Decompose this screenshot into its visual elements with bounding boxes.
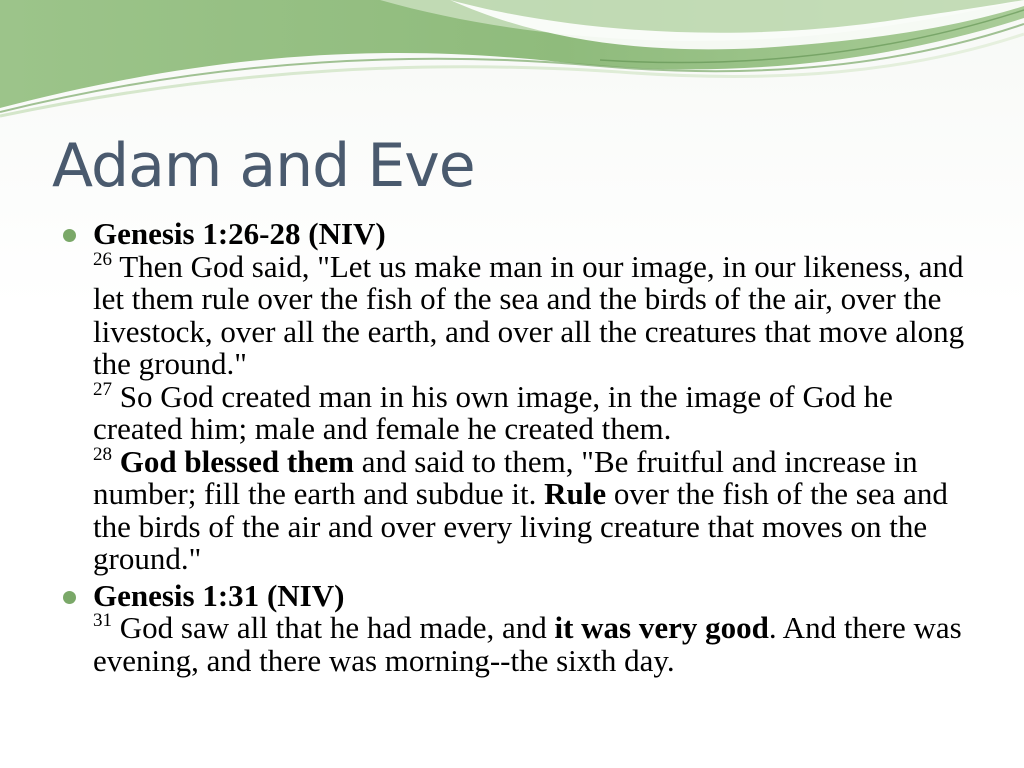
bible-version: (NIV) xyxy=(308,216,386,251)
verse-number: 31 xyxy=(93,610,112,631)
green-wave-banner-icon xyxy=(0,0,1024,120)
verse-text-emphasis: Rule xyxy=(544,476,607,511)
scripture-heading xyxy=(93,218,980,251)
verse xyxy=(93,443,980,576)
verse-text: over the fish of the sea and the birds of the air and over every living creature that moves on the ground." xyxy=(93,476,948,576)
bullet-dot-icon xyxy=(63,229,76,242)
scripture-reference: Genesis 1:26-28 xyxy=(93,216,301,251)
verse xyxy=(93,612,980,677)
verse xyxy=(93,378,980,446)
verse-text: Then God said, "Let us make man in our image, in our likeness, and let them rule over the fish of the sea and the birds of the air, over the livestock, over all the earth, and over all the creatures that move along the ground." xyxy=(93,248,965,381)
verse-number: 26 xyxy=(93,248,112,270)
verse-text: So God created man in his own image, in the image of God he created him; male and female he created them. xyxy=(93,378,893,446)
bible-version: (NIV) xyxy=(266,577,345,613)
verse-number: 27 xyxy=(93,378,112,400)
slide-title: Adam and Eve xyxy=(52,131,475,201)
slide-content xyxy=(60,218,980,677)
bullet-dot-icon xyxy=(63,591,76,604)
scripture-heading xyxy=(93,577,980,613)
verse-text: . And there was evening, and there was morning--the sixth day. xyxy=(93,610,962,678)
verse-text: God saw all that he had made, and xyxy=(112,610,555,645)
verse-text-emphasis: God blessed them xyxy=(119,443,354,479)
verse-text-emphasis: it was very good xyxy=(554,610,769,645)
scripture-reference: Genesis 1:31 xyxy=(93,577,260,613)
bullet-item xyxy=(60,577,980,678)
bullet-item xyxy=(60,218,980,576)
verse-text xyxy=(112,444,120,479)
verse-text: and said to them, "Be fruitful and increase in number; fill the earth and subdue it. xyxy=(93,443,918,511)
verse-number: 28 xyxy=(93,443,112,465)
verse xyxy=(93,248,980,381)
